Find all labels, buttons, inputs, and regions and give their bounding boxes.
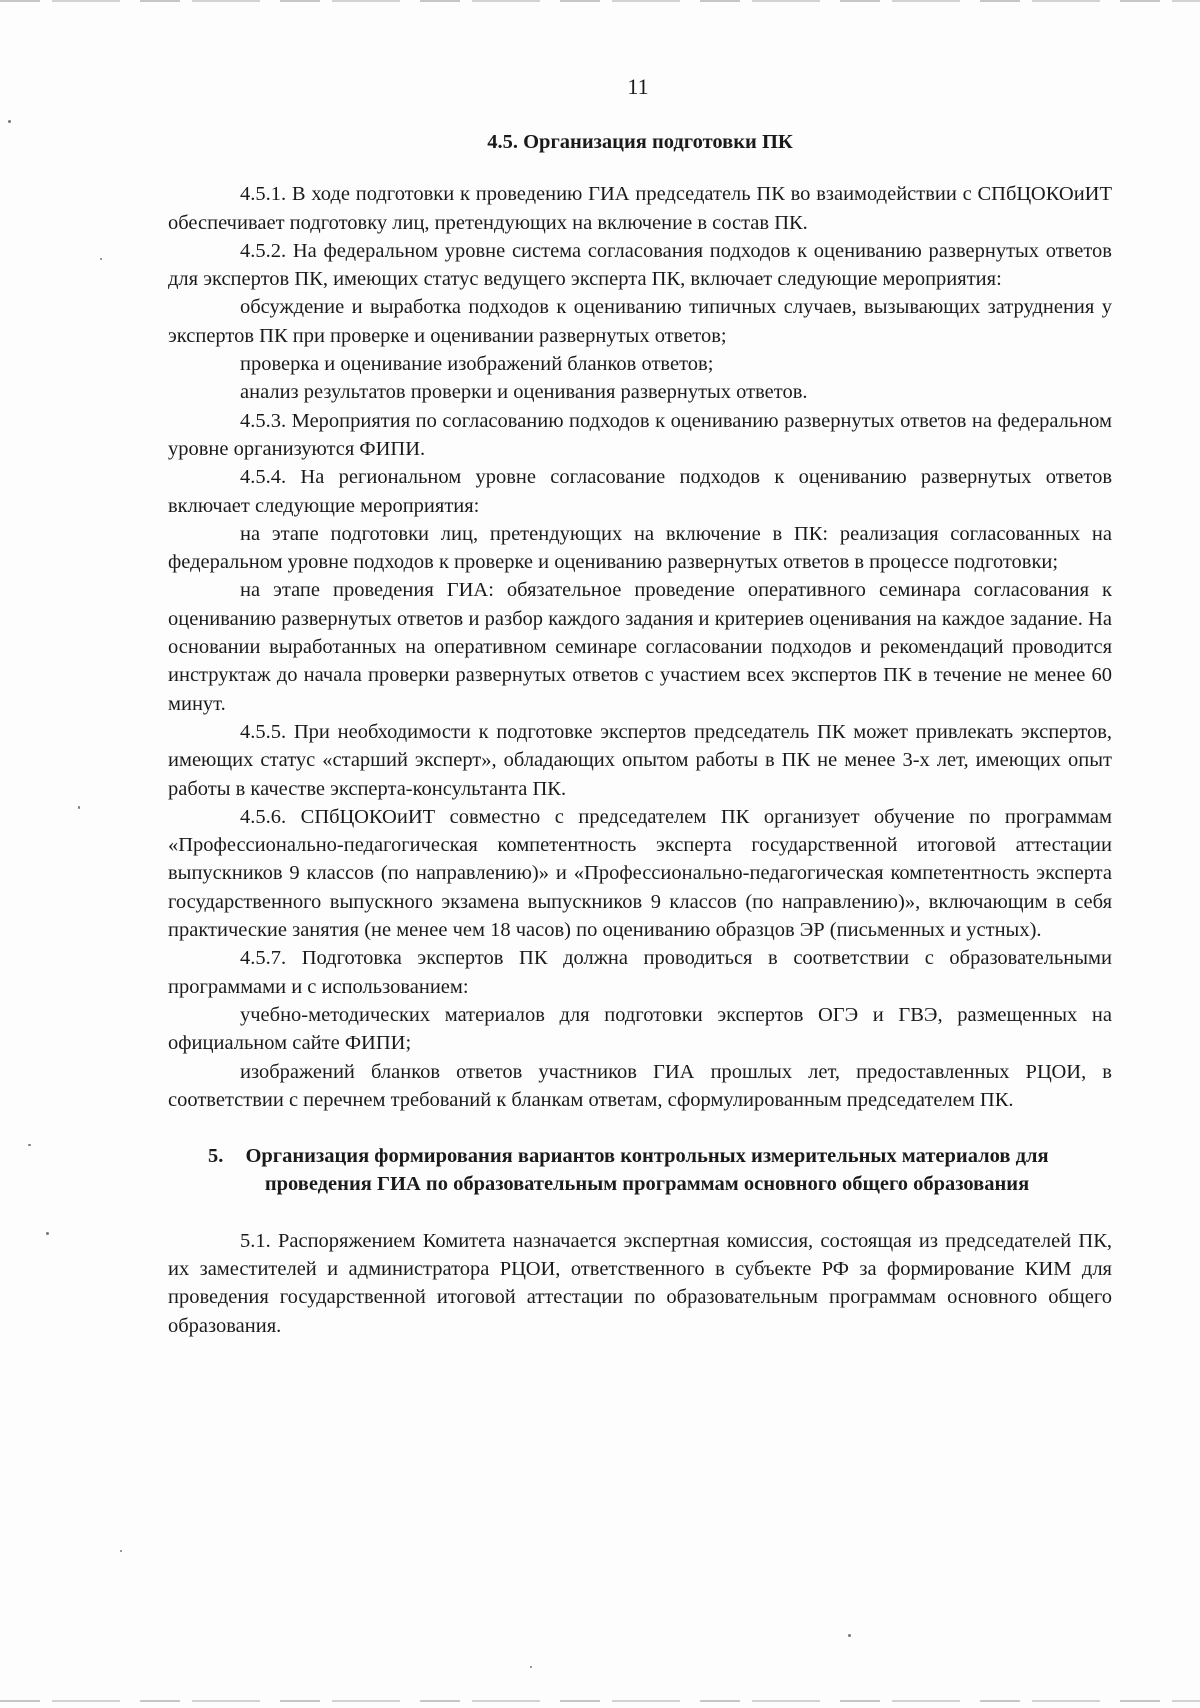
- section-5-number: 5.: [208, 1145, 224, 1168]
- scan-speck: [120, 1550, 122, 1552]
- paragraph-4-5-7: 4.5.7. Подготовка экспертов ПК должна проводиться в соответствии с образовательными программами и с использованием:: [168, 947, 1112, 998]
- section-4-5-title: 4.5. Организация подготовки ПК: [487, 131, 793, 153]
- list-item: на этапе проведения ГИА: обязательное проведение оперативного семинара согласования к оцениванию развернутых ответов и разбор каждого задания и критериев оценивания на каждое задание. На основании выработанных на оперативном семинаре согласовании подходов и рекомендаций проводится инструктаж до начала проверки развернутых ответов с участием всех экспертов ПК в течение не менее 60 минут.: [168, 579, 1112, 715]
- scan-speck: [530, 1666, 532, 1668]
- list-item: обсуждение и выработка подходов к оцениванию типичных случаев, вызывающих затруднения у экспертов ПК при проверке и оценивании развернутых ответов;: [168, 296, 1112, 347]
- paragraph-5-1: 5.1. Распоряжением Комитета назначается экспертная комиссия, состоящая из председателей ПК, их заместителей и администратора РЦОИ, ответственного в субъекте РФ за формирование КИМ для проведения государственной итоговой аттестации по образовательным программам основного общего образования.: [168, 1229, 1112, 1337]
- paragraph-4-5-4: 4.5.4. На региональном уровне согласование подходов к оцениванию развернутых ответов включает следующие мероприятия:: [168, 466, 1112, 517]
- scan-speck: [46, 1232, 49, 1235]
- paragraph-4-5-3: 4.5.3. Мероприятия по согласованию подходов к оцениванию развернутых ответов на федеральном уровне организуются ФИПИ.: [168, 409, 1112, 460]
- paragraph-4-5-6: 4.5.6. СПбЦОКОиИТ совместно с председателем ПК организует обучение по программам «Профессионально-педагогическая компетентность эксперта государственной итоговой аттестации выпускников 9 классов (по направлению)» и «Профессионально-педагогическая компетентность эксперта государственного выпускного экзамена выпускников 9 классов (по направлению)», включающим в себя практические занятия (не менее чем 18 часов) по оцениванию образцов ЭР (письменных и устных).: [168, 805, 1112, 942]
- list-item: учебно-методических материалов для подготовки экспертов ОГЭ и ГВЭ, размещенных на официальном сайте ФИПИ;: [168, 1003, 1112, 1055]
- scan-speck: [28, 1144, 31, 1146]
- scan-speck: [78, 806, 80, 809]
- list-item: анализ результатов проверки и оценивания развернутых ответов.: [240, 381, 808, 404]
- scan-speck: [100, 258, 102, 260]
- paragraph-4-5-2: 4.5.2. На федеральном уровне система согласования подходов к оцениванию развернутых ответов для экспертов ПК, имеющих статус ведущего эксперта ПК, включает следующие мероприятия:: [168, 239, 1112, 291]
- document-body: [168, 128, 1112, 1340]
- list-item: изображений бланков ответов участников ГИА прошлых лет, предоставленных РЦОИ, в соответствии с перечнем требований к бланкам ответам, сформулированным председателем ПК.: [168, 1060, 1112, 1111]
- scan-edge-top: [0, 0, 1200, 2]
- page-number: 11: [627, 74, 649, 99]
- scan-speck: [8, 120, 11, 123]
- section-5-title: Организация формирования вариантов контрольных измерительных материалов для проведения ГИА по образовательным программам основного общего образования: [245, 1145, 1049, 1196]
- paragraph-4-5-1: 4.5.1. В ходе подготовки к проведению ГИА председатель ПК во взаимодействии с СПбЦОКОиИТ обеспечивает подготовку лиц, претендующих на включение в состав ПК.: [168, 183, 1112, 234]
- section-5-heading: [168, 1142, 1112, 1199]
- list-item: на этапе подготовки лиц, претендующих на включение в ПК: реализация согласованных на федеральном уровне подходов к проверке и оцениванию развернутых ответов в процессе подготовки;: [168, 522, 1112, 574]
- scan-edge-bottom: [0, 1700, 1200, 1702]
- scan-speck: [848, 1634, 851, 1637]
- paragraph-4-5-5: 4.5.5. При необходимости к подготовке экспертов председатель ПК может привлекать экспертов, имеющих статус «старший эксперт», обладающих опытом работы в ПК не менее 3-х лет, имеющих опыт работы в качестве эксперта-консультанта ПК.: [168, 720, 1112, 800]
- spacer: [168, 1199, 1112, 1227]
- list-item: проверка и оценивание изображений бланков ответов;: [240, 353, 714, 376]
